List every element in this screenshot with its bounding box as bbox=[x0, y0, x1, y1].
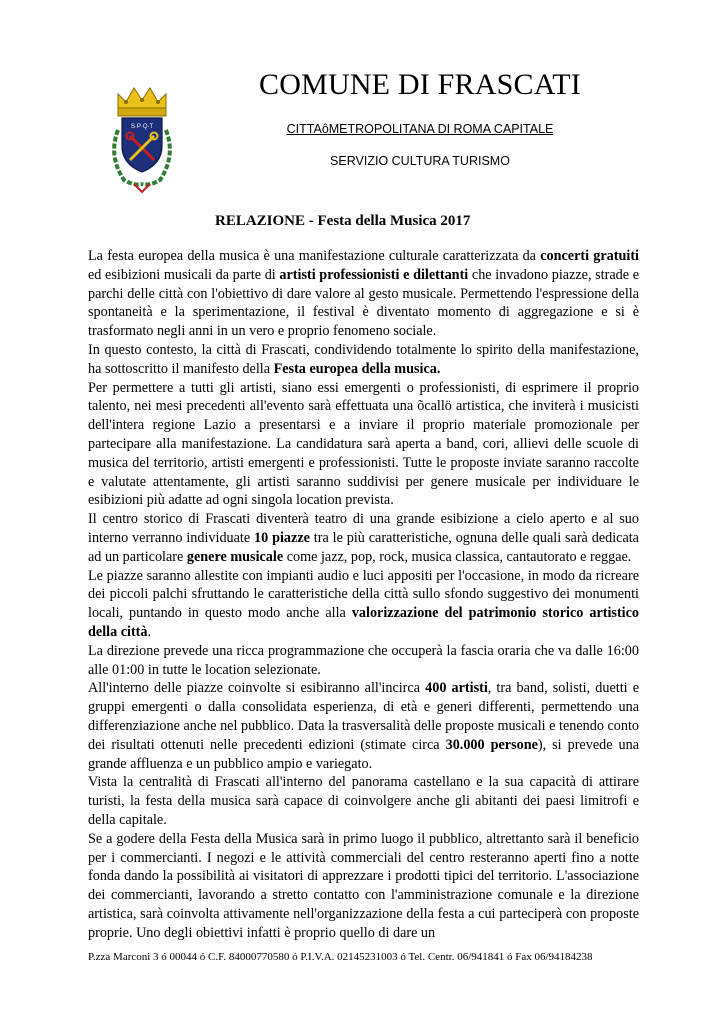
paragraph bbox=[88, 510, 639, 566]
paragraph bbox=[88, 773, 639, 829]
text-run: In questo contesto, la città di Frascati, condividendo totalmente lo spirito della manifestazione, ha sottoscritto il manifesto della bbox=[88, 341, 639, 377]
text-run: tra le più caratteristiche, ognuna delle quali sarà dedicata ad un particolare bbox=[88, 529, 639, 565]
coat-of-arms-logo bbox=[104, 80, 180, 196]
text-run: ), si prevede una grande affluenza e un pubblico ampio e variegato. bbox=[88, 736, 639, 772]
paragraph bbox=[88, 247, 639, 341]
footer-contact-info: P.zza Marconi 3 ó 00044 ó C.F. 84000770580 ó P.I.V.A. 02145231003 ó Tel. Centr. 06/941841 ó Fax 06/94184238 bbox=[88, 951, 593, 963]
paragraph bbox=[88, 679, 639, 773]
text-run: . bbox=[147, 623, 152, 640]
text-run: che invadono piazze, strade e parchi delle città con l'obiettivo di dare valore al gesto musicale. Permettendo l'espressione della spontaneità e la sperimentazione, il festival è diventato momento di aggregazione e si è trasformato negli anni in un vero e proprio fenomeno sociale. bbox=[88, 266, 640, 340]
municipality-title: COMUNE DI FRASCATI bbox=[259, 68, 581, 101]
bold-text: artisti professionisti e dilettanti bbox=[279, 266, 469, 283]
text-run: Vista la centralità di Frascati all'interno del panorama castellano e la sua capacità di attirare turisti, la festa della musica sarà capace di coinvolgere anche gli abitanti dei paesi limitrofi e della capitale. bbox=[88, 774, 639, 828]
document-body bbox=[88, 247, 639, 942]
bold-text: 10 piazze bbox=[254, 529, 310, 546]
paragraph bbox=[88, 567, 639, 642]
text-run: , tra band, solisti, duetti e gruppi emergenti o dalla consolidata esperienza, di età e generi differenti, permettendo una differenziazione anche nel pubblico. Data la trasversalità delle proposte musicali e tenendo conto dei risultati ottenuti nelle precedenti edizioni (stimate circa bbox=[88, 680, 639, 753]
text-run: Il centro storico di Frascati diventerà teatro di una grande esibizione a cielo aperto e al suo interno verranno individuate bbox=[88, 511, 639, 546]
text-run: La direzione prevede una ricca programmazione che occuperà la fascia oraria che va dalle 16:00 alle 01:00 in tutte le location selezionate. bbox=[88, 642, 639, 678]
text-run: Per permettere a tutti gli artisti, siano essi emergenti o professionisti, di esprimere il proprio talento, nei mesi precedenti all'evento sarà effettuata una õcallö artistica, che inviterà i musicisti dell'intera regione Lazio a presentarsi e a inviare il proprio materiale promozionale per partecipare alla manifestazione. La candidatura sarà aperta a band, cori, allievi delle scuole di musica del territorio, artisti emergenti e professionisti. Tutte le proposte inviate saranno raccolte e valutate attentamente, gli artisti saranno suddivisi per genere musicale per individuare le esibizioni più adatte ad ogni singola location prevista. bbox=[88, 379, 639, 509]
text-run: come jazz, pop, rock, musica classica, cantautorato e reggae. bbox=[283, 548, 632, 565]
paragraph bbox=[88, 830, 639, 943]
bold-text: 30.000 persone bbox=[445, 736, 538, 753]
bold-text: Festa europea della musica. bbox=[273, 360, 441, 377]
document-title: RELAZIONE - Festa della Musica 2017 bbox=[215, 213, 471, 229]
paragraph bbox=[88, 341, 639, 379]
bold-text: concerti gratuiti bbox=[540, 248, 639, 264]
paragraph bbox=[88, 642, 639, 680]
department-name: SERVIZIO CULTURA TURISMO bbox=[330, 154, 510, 168]
text-run: Le piazze saranno allestite con impianti audio e luci appositi per l'occasione, in modo da ricreare dei piccoli palchi sfruttando le caratteristiche della città sullo sfondo suggestivo dei monumenti locali, puntando in questo modo anche alla bbox=[88, 567, 639, 622]
text-run: La festa europea della musica è una manifestazione culturale caratterizzata da bbox=[88, 248, 541, 264]
text-run: All'interno delle piazze coinvolte si esibiranno all'incirca bbox=[88, 680, 426, 697]
bold-text: genere musicale bbox=[186, 548, 284, 565]
text-run: ed esibizioni musicali da parte di bbox=[88, 266, 280, 283]
bold-text: valorizzazione del patrimonio storico artistico della città bbox=[88, 605, 639, 640]
text-run: Se a godere della Festa della Musica sarà in primo luogo il pubblico, altrettanto sarà il beneficio per i commercianti. I negozi e le attività commerciali del centro resteranno aperti fino a notte fonda dando la possibilità ai visitatori di apprezzare i prodotti tipici del territorio. L'associazione dei commercianti, lavorando a stretto contatto con l'amministrazione comunale e la direzione artistica, sarà coinvolta attivamente nell'organizzazione della festa a cui parteciperà con proposte proprie. Uno degli obiettivi infatti è proprio quello di dare un bbox=[88, 830, 639, 941]
metropolitan-city-subtitle: CITTAôMETROPOLITANA DI ROMA CAPITALE bbox=[286, 122, 554, 136]
bold-text: 400 artisti bbox=[425, 680, 488, 697]
crest-text: S·P·Q·T bbox=[130, 124, 154, 130]
paragraph bbox=[88, 379, 639, 511]
